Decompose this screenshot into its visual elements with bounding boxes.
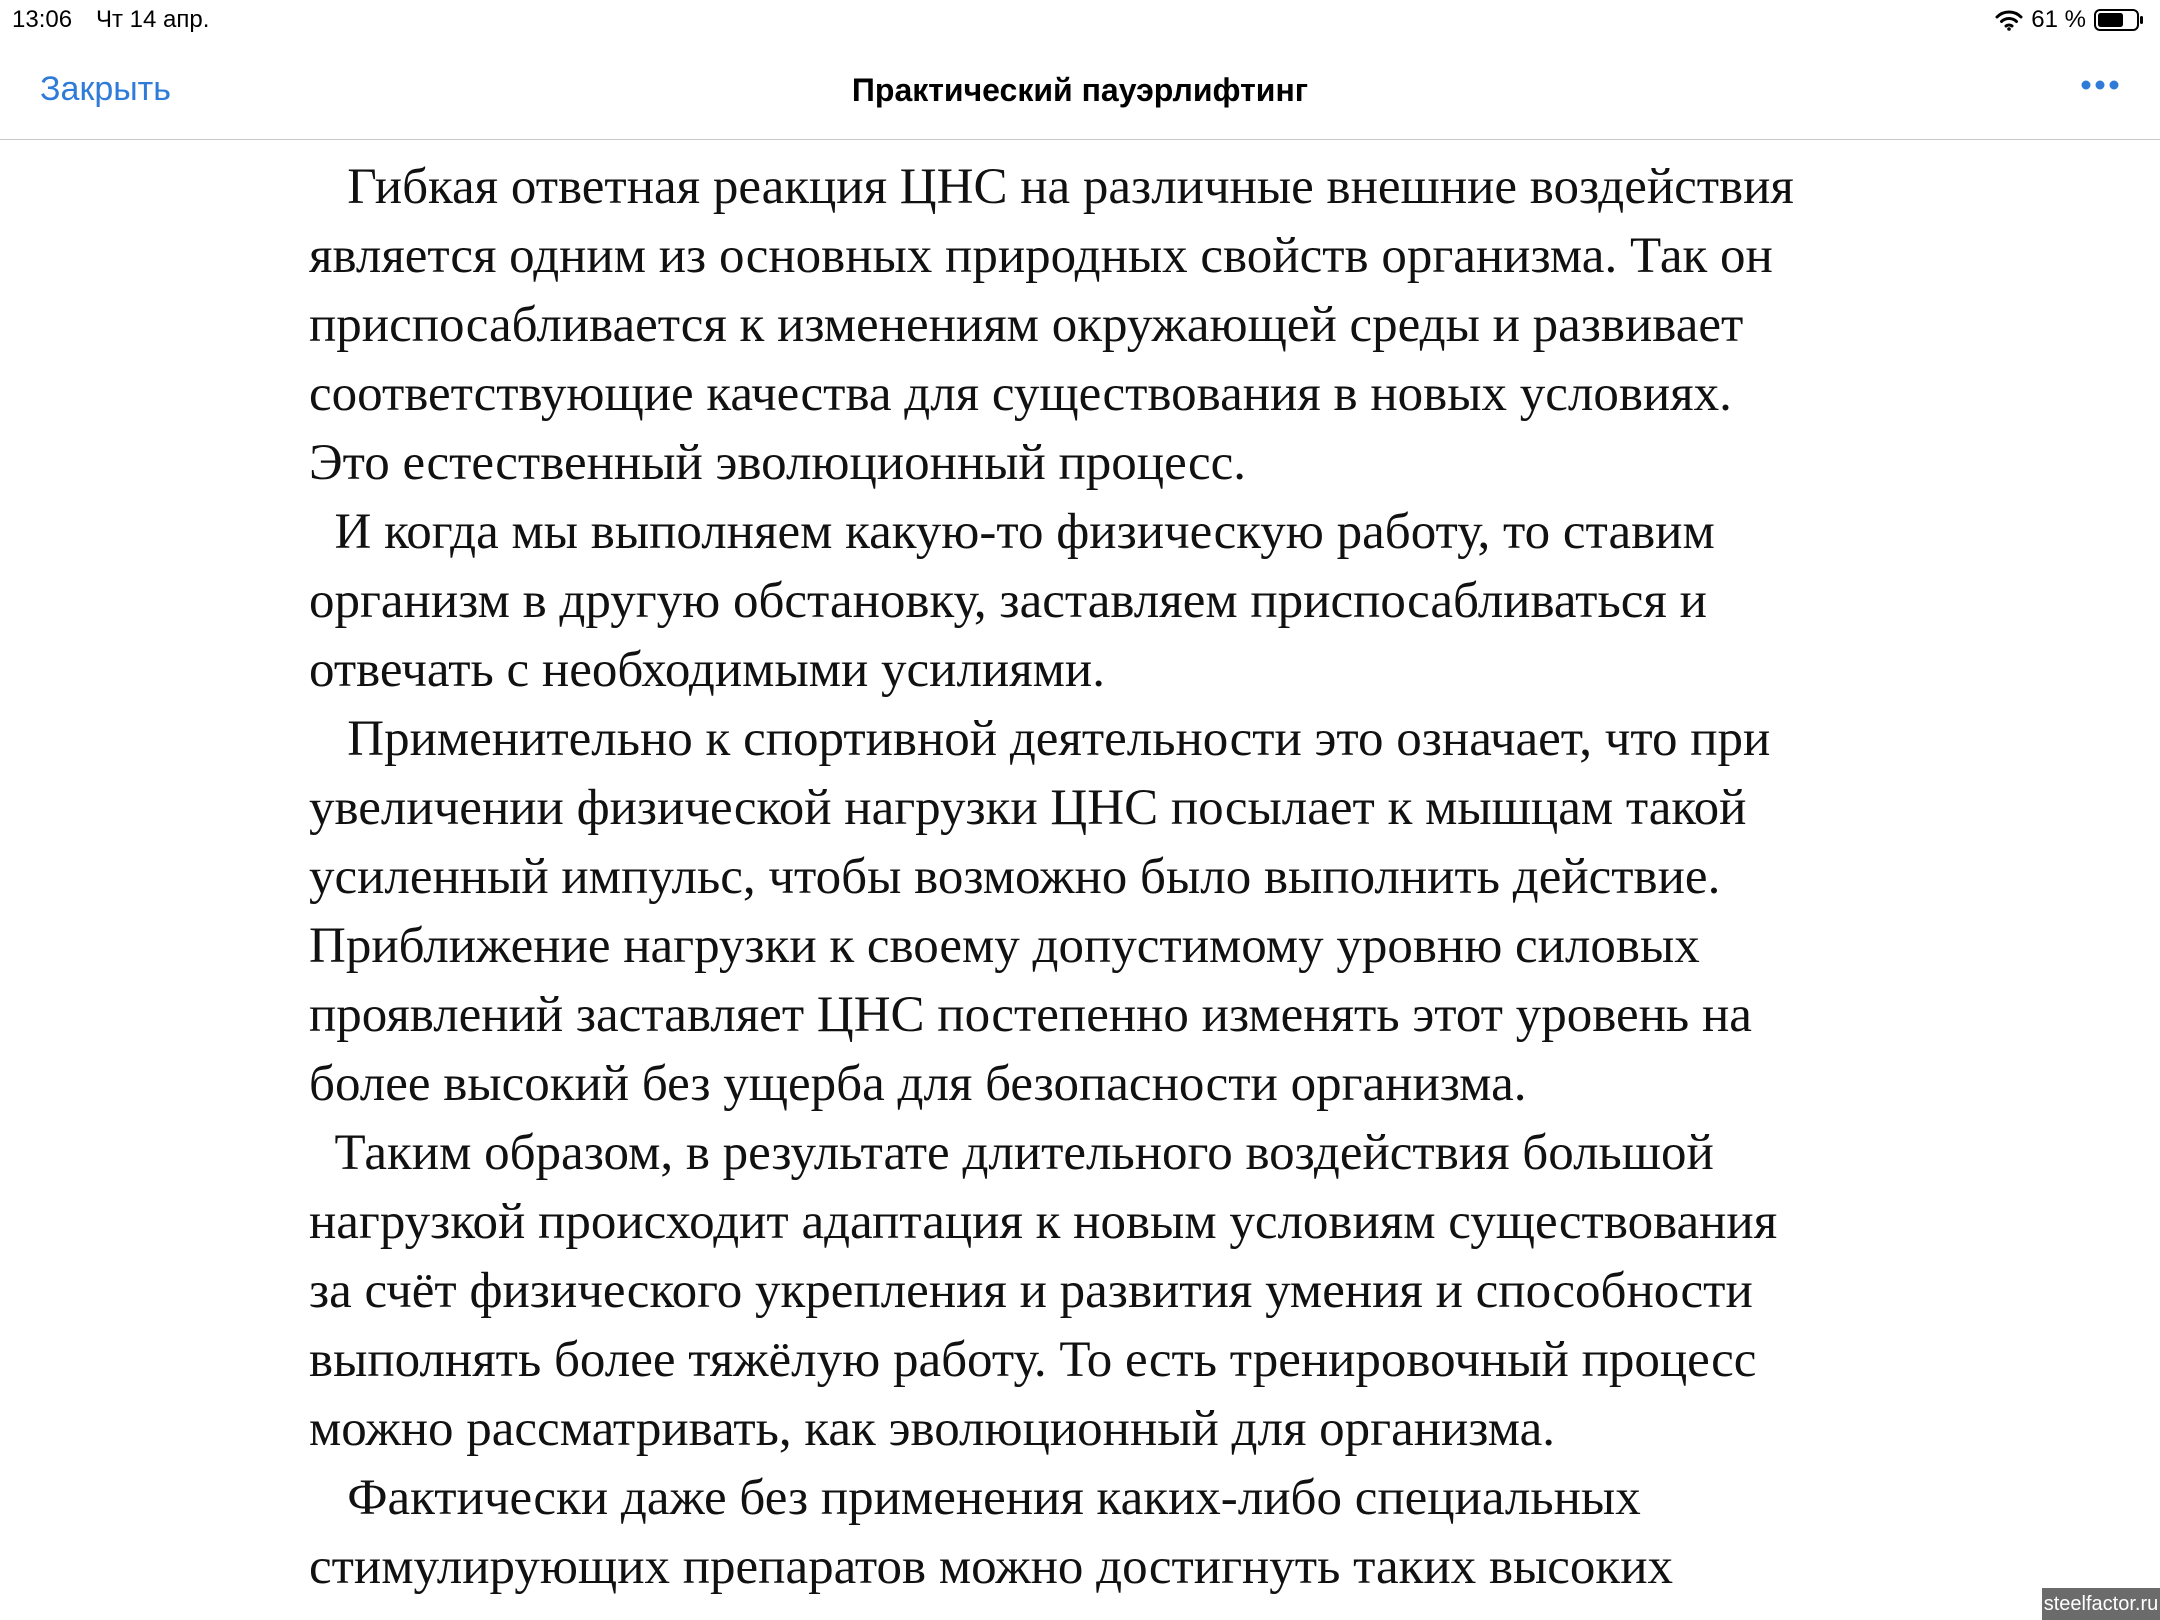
document-page[interactable] <box>0 141 2160 1620</box>
close-button[interactable]: Закрыть <box>40 70 171 108</box>
status-bar <box>0 0 2160 40</box>
document-text <box>309 153 2009 1602</box>
text-line: более высокий без ущерба для безопасности организма. <box>309 1056 1527 1112</box>
text-line: отвечать с необходимыми усилиями. <box>309 642 1105 698</box>
text-line: нагрузкой происходит адаптация к новым условиям существования <box>309 1194 1778 1250</box>
text-line: И когда мы выполняем какую-то физическую работу, то ставим <box>309 504 1715 560</box>
text-line: за счёт физического укрепления и развития умения и способности <box>309 1263 1753 1319</box>
text-line: увеличении физической нагрузки ЦНС посылает к мышцам такой <box>309 780 1747 836</box>
ellipsis-icon <box>2080 78 2120 92</box>
document-title: Практический пауэрлифтинг <box>851 72 1309 108</box>
text-line: выполнять более тяжёлую работу. То есть тренировочный процесс <box>309 1332 1757 1388</box>
battery-icon <box>2094 8 2144 32</box>
text-line: Это естественный эволюционный процесс. <box>309 435 1247 491</box>
wifi-icon <box>1995 9 2023 31</box>
text-line: усиленный импульс, чтобы возможно было выполнить действие. <box>309 849 1721 905</box>
text-line: можно рассматривать, как эволюционный для организма. <box>309 1401 1556 1457</box>
text-line: приспосабливается к изменениям окружающей среды и развивает <box>309 297 1744 353</box>
navigation-bar <box>0 40 2160 140</box>
text-line: организм в другую обстановку, заставляем приспосабливаться и <box>309 573 1707 629</box>
status-date: Чт 14 апр. <box>96 6 210 33</box>
text-line: стимулирующих препаратов можно достигнуть таких высоких <box>309 1539 1674 1595</box>
text-line: Применительно к спортивной деятельности это означает, что при <box>309 711 1771 767</box>
more-options-button[interactable] <box>2080 78 2120 92</box>
status-indicators <box>1995 4 2144 36</box>
text-line: является одним из основных природных свойств организма. Так он <box>309 228 1773 284</box>
watermark: steelfactor.ru <box>2042 1588 2160 1620</box>
text-line: Приближение нагрузки к своему допустимому уровню силовых <box>309 918 1700 974</box>
text-line: Таким образом, в результате длительного воздействия большой <box>309 1125 1714 1181</box>
battery-percentage: 61 % <box>2031 6 2086 33</box>
text-line: соответствующие качества для существования в новых условиях. <box>309 366 1732 422</box>
text-line: проявлений заставляет ЦНС постепенно изменять этот уровень на <box>309 987 1752 1043</box>
text-line: Гибкая ответная реакция ЦНС на различные внешние воздействия <box>309 159 1794 215</box>
status-time: 13:06 <box>12 6 73 33</box>
text-line: Фактически даже без применения каких-либо специальных <box>309 1470 1641 1526</box>
